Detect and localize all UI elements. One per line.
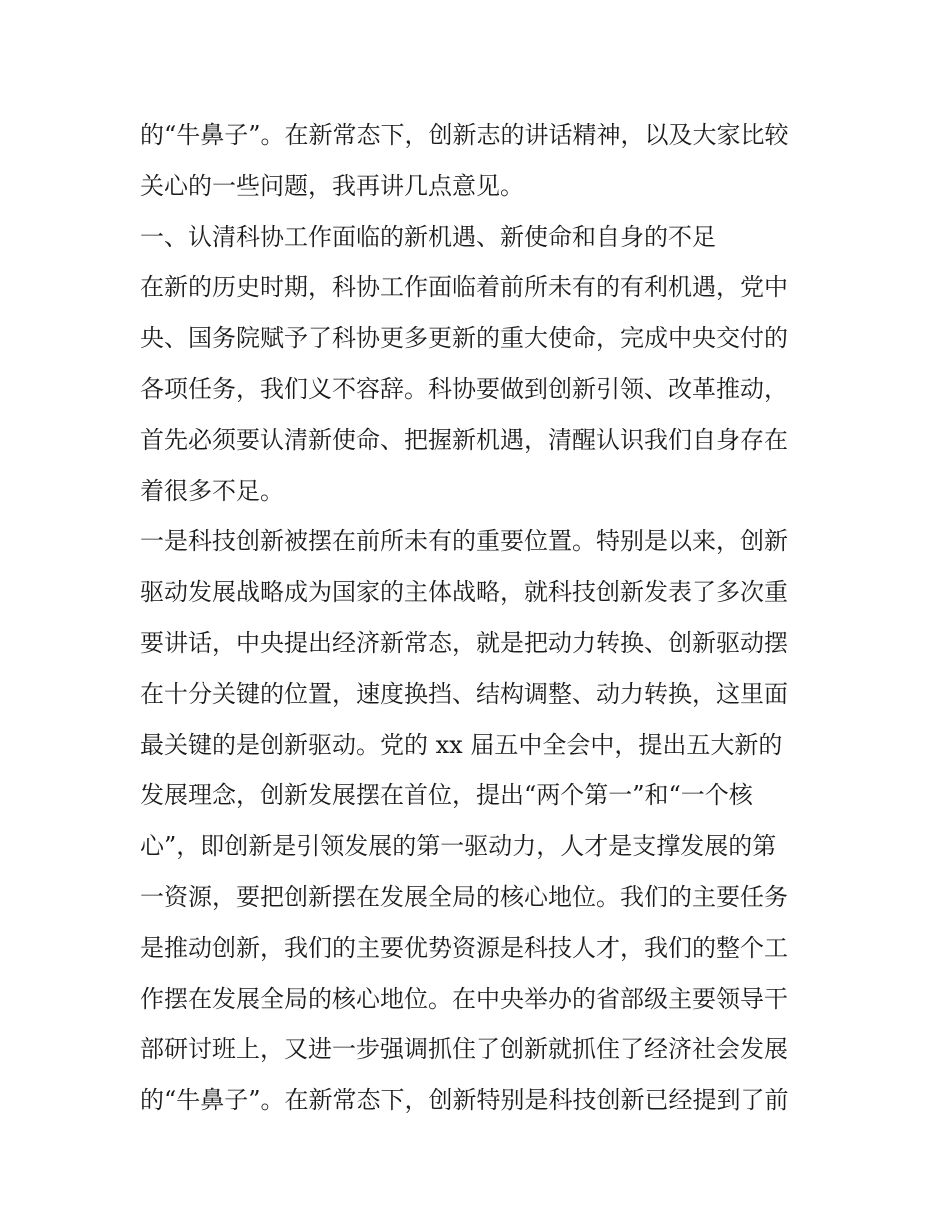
text-line: 各项任务，我们义不容辞。科协要做到创新引领、改革推动，	[140, 374, 788, 403]
text-line: 部研讨班上，又进一步强调抓住了创新就抓住了经济社会发展	[140, 1035, 788, 1064]
text-line: 央、国务院赋予了科协更多更新的重大使命，完成中央交付的	[140, 324, 788, 353]
text-line: 作摆在发展全局的核心地位。在中央举办的省部级主要领导干	[140, 984, 788, 1013]
text-line: 的“牛鼻子”。在新常态下，创新特别是科技创新已经提到了前	[140, 1086, 789, 1115]
text-line: 驱动发展战略成为国家的主体战略，就科技创新发表了多次重	[140, 578, 788, 607]
text-line: 最关键的是创新驱动。党的 xx 届五中全会中，提出五大新的	[140, 730, 783, 759]
document-body	[140, 110, 820, 1126]
text-line: 发展理念，创新发展摆在首位，提出“两个第一”和“一个核	[140, 781, 753, 810]
text-line: 一资源，要把创新摆在发展全局的核心地位。我们的主要任务	[140, 882, 788, 911]
text-line: 要讲话，中央提出经济新常态，就是把动力转换、创新驱动摆	[140, 628, 788, 657]
text-line: 首先必须要认清新使命、把握新机遇，清醒认识我们自身存在	[140, 425, 788, 454]
section-heading: 一、认清科协工作面临的新机遇、新使命和自身的不足	[140, 222, 716, 251]
text-line: 是推动创新，我们的主要优势资源是科技人才，我们的整个工	[140, 933, 788, 962]
text-line: 的“牛鼻子”。在新常态下，创新志的讲话精神，以及大家比较	[140, 121, 789, 149]
text-line: 心”，即创新是引领发展的第一驱动力，人才是支撑发展的第	[140, 832, 777, 861]
text-line: 在新的历史时期，科协工作面临着前所未有的有利机遇，党中	[140, 273, 788, 302]
text-line: 在十分关键的位置，速度换挡、结构调整、动力转换，这里面	[140, 679, 788, 708]
text-line: 着很多不足。	[140, 476, 284, 505]
text-line: 关心的一些问题，我再讲几点意见。	[140, 171, 524, 200]
text-line: 一是科技创新被摆在前所未有的重要位置。特别是以来，创新	[140, 527, 788, 556]
